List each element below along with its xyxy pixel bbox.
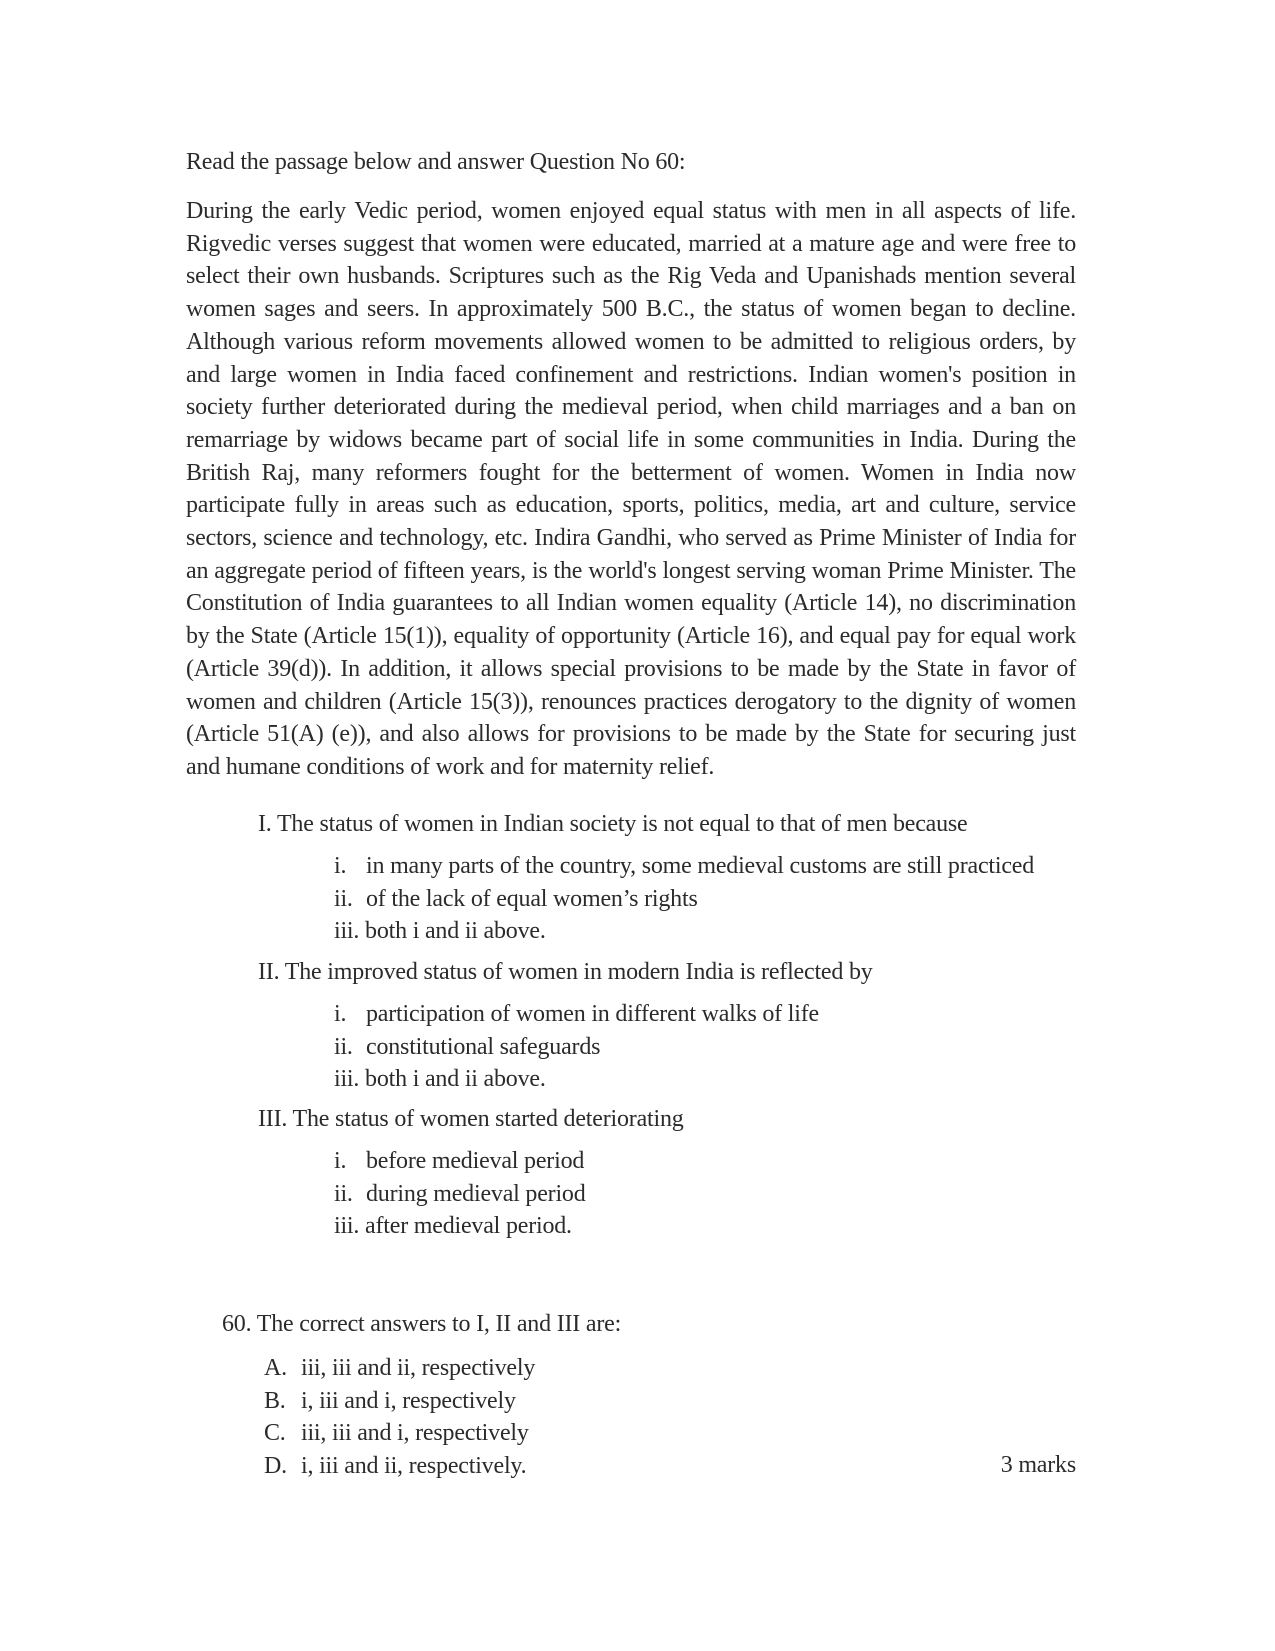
option-number: ii. (334, 1033, 353, 1060)
choice-text: i, iii and ii, respectively. (301, 1452, 527, 1479)
option-number: ii. (334, 885, 353, 912)
option-text: after medieval period. (365, 1213, 572, 1239)
option-number: i. (334, 1148, 347, 1174)
option-number: i. (334, 853, 347, 879)
choice-text: iii, iii and ii, respectively (301, 1355, 536, 1381)
reading-passage: During the early Vedic period, women enjoyed equal status with men in all aspects of life. Rigvedic verses suggest that women were educated, married at a mature age and were free to select their own husbands. Scriptures such as the Rig Veda and Upanishads mention several women sages and seers. In approximately 500 B.C., the status of women began to decline. Although various reform movements allowed women to be admitted to religious orders, by and large women in India faced confinement and restrictions. Indian women's position in society further deteriorated during the medieval period, when child marriages and a ban on remarriage by widows became part of social life in some communities in India. During the British Raj, many reformers fought for the betterment of women. Women in India now participate fully in areas such as education, sports, politics, media, art and culture, service sectors, science and technology, etc. Indira Gandhi, who served as Prime Minister of India for an aggregate period of fifteen years, is the world's longest serving woman Prime Minister. The Constitution of India guarantees to all Indian women equality (Article 14), no discrimination by the State (Article 15(1)), equality of opportunity (Article 16), and equal pay for equal work (Article 39(d)). In addition, it allows special provisions to be made by the State in favor of women and children (Article 15(3)), renounces practices derogatory to the dignity of women (Article 51(A) (e)), and also allows for provisions to be made by the State for securing just and humane conditions of work and for maternity relief. (186, 198, 1076, 780)
statement-1-option-iii (334, 915, 1034, 948)
statement-2-options (334, 998, 819, 1096)
choice-letter: B. (264, 1387, 286, 1414)
passage-instruction: Read the passage below and answer Question No 60: (186, 149, 686, 175)
statement-2-option-ii (334, 1031, 819, 1064)
answer-choice-b (264, 1385, 535, 1418)
option-text: both i and ii above. (365, 1066, 546, 1092)
option-text: both i and ii above. (365, 918, 546, 944)
option-number: i. (334, 1001, 347, 1027)
statement-2-option-i (334, 998, 819, 1031)
answer-choices (264, 1352, 535, 1482)
question-60: 60. The correct answers to I, II and III are: (222, 1311, 622, 1337)
statement-3-option-iii (334, 1210, 586, 1243)
answer-choice-a (264, 1352, 535, 1385)
answer-choice-c (264, 1417, 535, 1450)
option-text: before medieval period (366, 1148, 585, 1174)
choice-letter: C. (264, 1420, 286, 1446)
statement-2-option-iii (334, 1063, 819, 1096)
option-number: iii. (334, 1066, 360, 1092)
option-text: of the lack of equal women’s rights (366, 885, 698, 912)
statement-3: III. The status of women started deteriorating (258, 1106, 684, 1132)
statement-3-options (334, 1145, 586, 1243)
choice-letter: D. (264, 1452, 287, 1479)
option-text: constitutional safeguards (366, 1033, 601, 1060)
choice-text: iii, iii and i, respectively (301, 1420, 529, 1446)
statement-2: II. The improved status of women in modern India is reflected by (258, 959, 873, 985)
option-text: during medieval period (366, 1180, 586, 1207)
option-text: in many parts of the country, some medieval customs are still practiced (366, 853, 1035, 879)
statement-3-option-ii (334, 1178, 586, 1211)
statement-1-option-i (334, 850, 1034, 883)
answer-choice-d (264, 1450, 535, 1483)
statement-1-option-ii (334, 883, 1034, 916)
option-number: iii. (334, 1213, 360, 1239)
choice-letter: A. (264, 1355, 287, 1381)
marks-label: 3 marks (1000, 1452, 1076, 1478)
statement-3-option-i (334, 1145, 586, 1178)
option-text: participation of women in different walks of life (366, 1001, 819, 1027)
statement-1-options (334, 850, 1034, 948)
statement-1: I. The status of women in Indian society is not equal to that of men because (258, 811, 968, 837)
choice-text: i, iii and i, respectively (301, 1387, 516, 1414)
option-number: iii. (334, 918, 360, 944)
option-number: ii. (334, 1180, 353, 1207)
